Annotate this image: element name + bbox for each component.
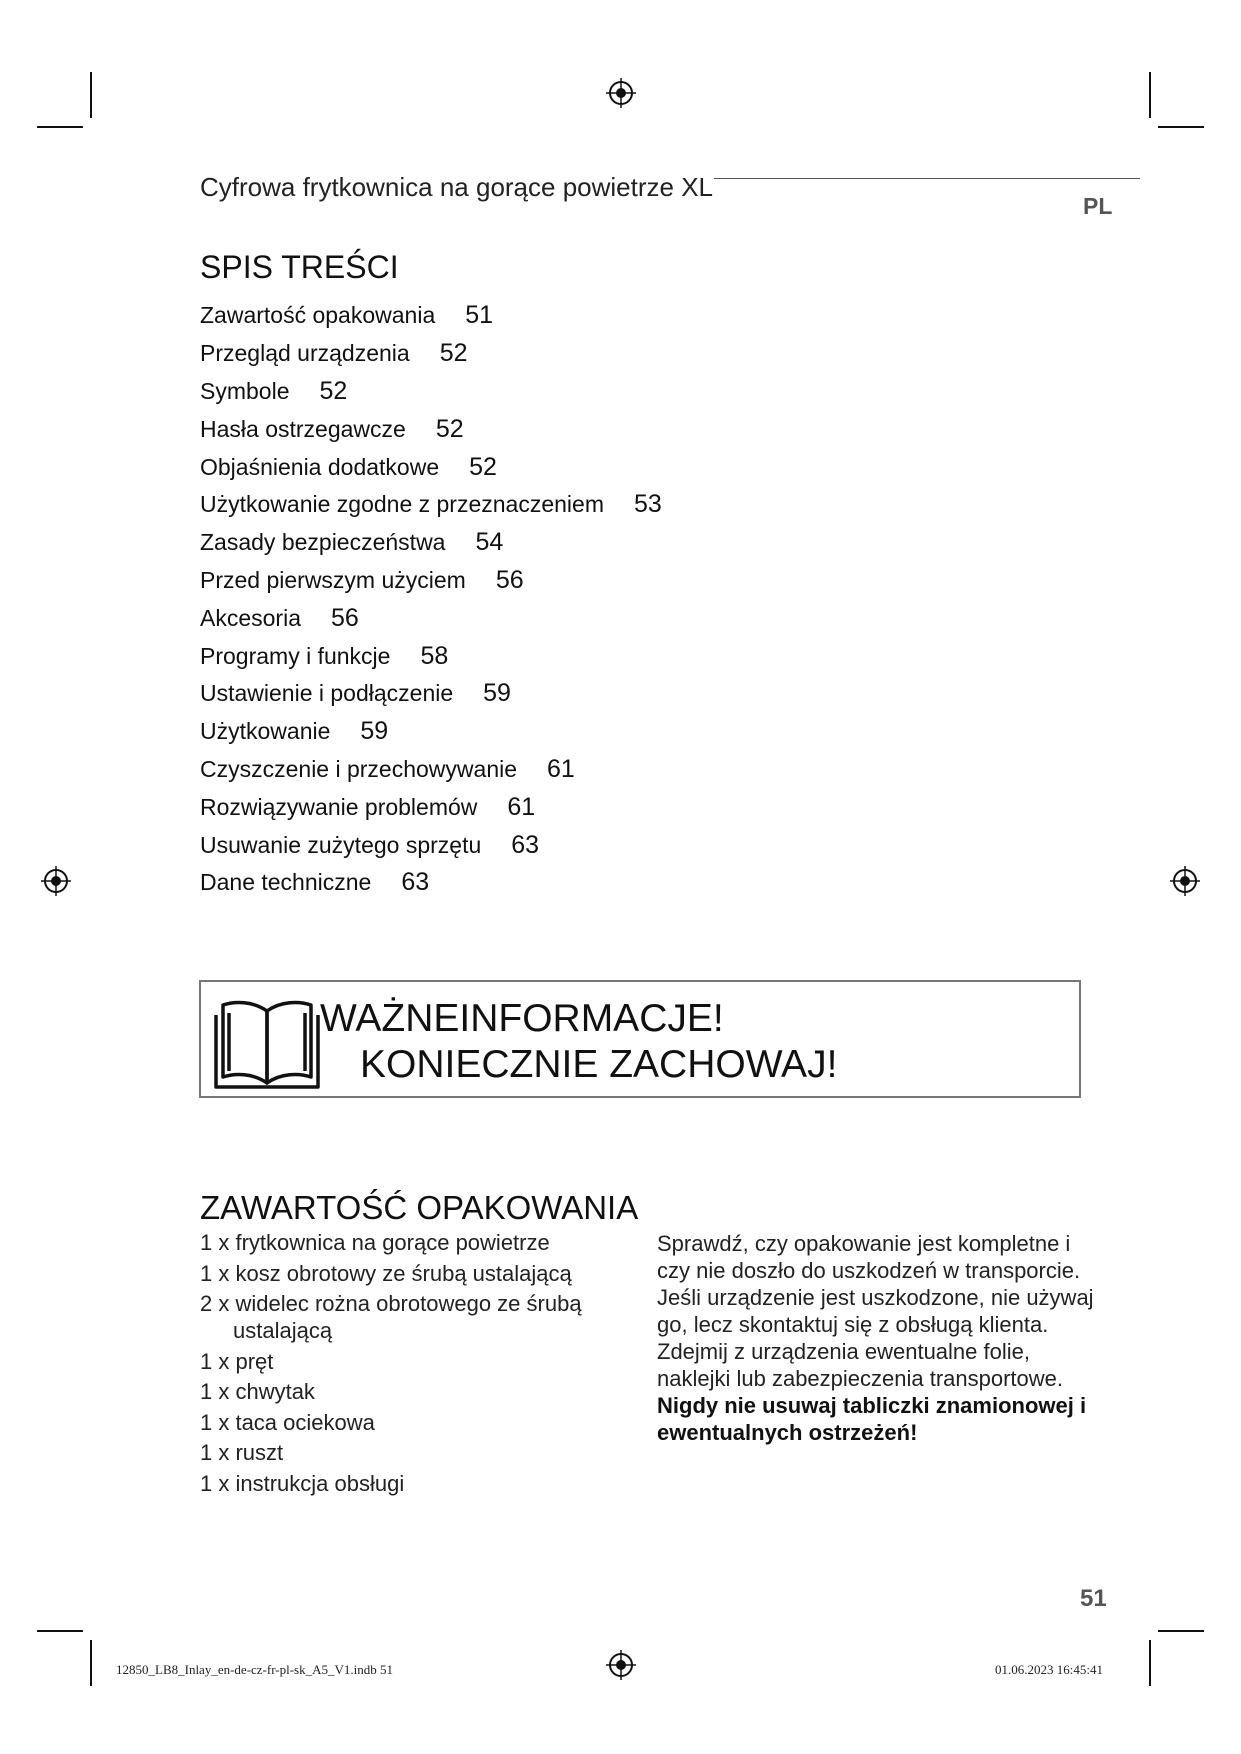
crop-mark [37, 126, 83, 128]
registration-mark-icon [1170, 866, 1200, 896]
toc-entry-label: Zasady bezpieczeństwa [200, 529, 446, 556]
toc-entry-label: Rozwiązywanie problemów [200, 793, 478, 820]
crop-mark [90, 72, 92, 118]
page-number: 51 [1080, 1585, 1107, 1612]
toc-entry-label: Ustawienie i podłączenie [200, 680, 454, 707]
toc-entry-label: Usuwanie zużytego sprzętu [200, 831, 482, 858]
toc-entry-page: 63 [511, 830, 540, 859]
list-item-text: 1 x kosz obrotowy ze śrubą ustalającą [200, 1260, 572, 1286]
toc-entry-label: Czyszczenie i przechowywanie [200, 755, 518, 782]
print-slug-date: 01.06.2023 16:45:41 [995, 1662, 1103, 1677]
toc-entry-page: 56 [495, 565, 524, 594]
toc-entry[interactable] [200, 335, 662, 373]
instruction-paragraph: Sprawdź, czy opakowanie jest kompletne i czy nie doszło do uszkodzeń w transporcie. Jeśli urządzenie jest uszkodzone, nie używaj go, lecz skontaktuj się z obsługą klienta. [657, 1231, 1094, 1337]
list-item-text: 1 x ruszt [200, 1440, 284, 1465]
list-item [200, 1290, 630, 1344]
crop-mark [1149, 1640, 1151, 1686]
list-item [200, 1439, 630, 1466]
toc-entry-label: Dane techniczne [200, 869, 372, 896]
toc-entry-label: Zawartość opakowania [200, 302, 436, 329]
toc-entry-page: 61 [547, 754, 575, 783]
toc-entry-page: 51 [465, 301, 494, 330]
toc-entry[interactable] [200, 410, 662, 448]
crop-mark [90, 1640, 92, 1686]
package-contents-list [200, 1229, 630, 1500]
print-slug-file: 12850_LB8_Inlay_en-de-cz-fr-pl-sk_A5_V1.indb 51 [116, 1662, 394, 1677]
toc-entry[interactable] [200, 297, 662, 335]
toc-entry[interactable] [200, 826, 662, 864]
registration-mark-icon [606, 1650, 636, 1680]
toc-entry[interactable] [200, 562, 662, 600]
warning-text: Nigdy nie usuwaj tabliczki znamionowej i ewentualnych ostrzeżeń! [657, 1393, 1087, 1445]
section-title: ZAWARTOŚĆ OPAKOWANIA [200, 1189, 639, 1226]
toc-entry-label: Programy i funkcje [200, 642, 391, 669]
list-item-continuation: ustalającą [233, 1318, 333, 1343]
toc-entry-page: 63 [401, 868, 430, 897]
toc-entry-label: Użytkowanie [200, 718, 331, 745]
language-label: PL [1083, 193, 1113, 219]
registration-mark-icon [41, 866, 71, 896]
list-item [200, 1409, 630, 1436]
toc-entry-page: 52 [435, 414, 464, 443]
notice-heading: WAŻNEINFORMACJE! [320, 997, 724, 1040]
list-item [200, 1378, 630, 1405]
notice-subheading: KONIECZNIE ZACHOWAJ! [360, 1043, 838, 1086]
crop-mark [1158, 126, 1204, 128]
toc-entry-label: Użytkowanie zgodne z przeznaczeniem [200, 491, 604, 518]
toc-entry-page: 52 [439, 339, 468, 368]
toc-entry-page: 54 [475, 528, 504, 557]
crop-mark [1158, 1630, 1204, 1632]
list-item-text: 1 x taca ociekowa [200, 1409, 375, 1435]
toc-entry[interactable] [200, 788, 662, 826]
crop-mark [1149, 72, 1151, 118]
toc-entry[interactable] [200, 675, 662, 713]
list-item [200, 1229, 630, 1256]
toc-entry[interactable] [200, 713, 662, 751]
list-item [200, 1470, 630, 1497]
toc-entry-page: 53 [633, 490, 662, 519]
registration-mark-icon [606, 78, 636, 108]
toc-entry-page: 59 [360, 717, 389, 746]
toc-entry-page: 52 [469, 452, 497, 481]
toc-entry[interactable] [200, 524, 662, 562]
toc-entry-label: Przed pierwszym użyciem [200, 566, 466, 593]
crop-mark [37, 1630, 83, 1632]
list-item-text: 1 x frytkownica na gorące powietrze [200, 1230, 550, 1255]
toc-entry-page: 58 [420, 641, 449, 670]
toc-entry[interactable] [200, 637, 662, 675]
list-item [200, 1260, 630, 1287]
toc-entry-label: Symbole [200, 377, 290, 404]
toc-entry[interactable] [200, 448, 662, 486]
toc-list [200, 297, 662, 902]
toc-entry-page: 52 [319, 376, 348, 405]
package-instructions [657, 1230, 1097, 1446]
list-item-text: 1 x pręt [200, 1348, 274, 1374]
toc-entry-label: Przegląd urządzenia [200, 340, 410, 367]
toc-title: SPIS TREŚCI [200, 249, 399, 285]
toc-entry[interactable] [200, 751, 662, 789]
toc-entry[interactable] [200, 599, 662, 637]
list-item-text: 1 x instrukcja obsługi [200, 1470, 405, 1496]
header-divider [714, 178, 1140, 179]
list-item-text: 1 x chwytak [200, 1379, 315, 1404]
toc-entry[interactable] [200, 864, 662, 902]
toc-entry[interactable] [200, 486, 662, 524]
list-item-text: 2 x widelec rożna obrotowego ze śrubą [200, 1291, 582, 1316]
toc-entry-label: Objaśnienia dodatkowe [200, 453, 440, 480]
toc-entry-page: 59 [483, 679, 511, 708]
toc-entry-page: 61 [507, 792, 536, 821]
toc-entry[interactable] [200, 373, 662, 411]
list-item [200, 1348, 630, 1375]
instruction-paragraph: Zdejmij z urządzenia ewentualne folie, naklejki lub zabezpieczenia transportowe. [657, 1339, 1064, 1391]
toc-entry-page: 56 [330, 603, 359, 632]
toc-entry-label: Akcesoria [200, 604, 301, 631]
document-title: Cyfrowa frytkownica na gorące powietrze XL [200, 172, 714, 202]
toc-entry-label: Hasła ostrzegawcze [200, 415, 406, 442]
book-icon [213, 997, 321, 1089]
